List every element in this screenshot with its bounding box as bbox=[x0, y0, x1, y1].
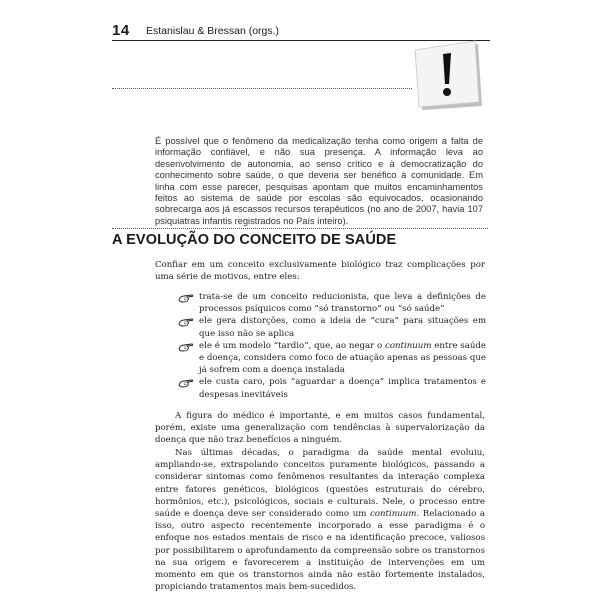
section-title: A EVOLUÇÃO DO CONCEITO DE SAÚDE bbox=[112, 232, 397, 248]
list-item bbox=[178, 376, 486, 400]
note-box-bottom-rule bbox=[112, 228, 488, 229]
list-item bbox=[178, 315, 486, 339]
bullet-text: trata-se de um conceito reducionista, que leva a definições de processos psíquicos como “só transtorno” ou “só saúde” bbox=[199, 292, 486, 315]
list-item bbox=[178, 340, 486, 377]
note-box-top-rule bbox=[112, 88, 412, 89]
pointing-hand-icon bbox=[178, 292, 194, 303]
exclamation-note-icon bbox=[412, 40, 486, 112]
running-title: Estanislau & Bressan (orgs.) bbox=[146, 25, 280, 37]
paragraph-2: Nas últimas décadas, o paradigma da saúde mental evoluiu, ampliando-se, extrapolando conceitos puramente biológicos, passando a considerar sintomas como fenômenos resultantes da interação complexa entre fatores genéticos, biológicos (questões estruturais do cérebro, hormônios, etc.), psicológicos, sociais e culturais. Nele, o processo entre saúde e doença deve ser considerado como um continuum. Relacionado a isso, outro aspecto recentemente incorporado a esse paradigma é o enfoque nos estados mentais de risco e na identificação precoce, valiosos por possibilitarem o aprofundamento da compreensão sobre os transtornos na sua origem e favorecerem a instituição de intervenções em um momento em que os transtornos ainda não estão fortemente instalados, propiciando tratamentos mais bem-sucedidos. bbox=[155, 448, 485, 593]
pointing-hand-icon bbox=[178, 341, 194, 352]
bullet-text: ele custa caro, pois “aguardar a doença” implica tratamentos e despesas inevitáveis bbox=[199, 377, 486, 400]
page-number: 14 bbox=[112, 22, 130, 39]
intro-paragraph: Confiar em um conceito exclusivamente biológico traz complicações por uma série de motivos, entre eles: bbox=[155, 260, 485, 283]
paragraph-1: A figura do médico é importante, e em muitos casos fundamental, porém, existe uma generalização com tendências à supervalorização da doença que não traz benefícios a ninguém. bbox=[155, 411, 485, 446]
emphasis-continuum: continuum bbox=[385, 340, 432, 351]
bullet-list bbox=[178, 291, 486, 401]
bullet-text: ele é um modelo “tardio”, que, ao negar o continuum entre saúde e doença, considera como foco de atuação apenas as pessoas que já sofrem com a doença instalada bbox=[199, 340, 486, 376]
emphasis-continuum: continuum bbox=[369, 509, 417, 520]
bullet-text: ele gera distorções, como a ideia de “cura” para situações em que isso não se aplica bbox=[199, 316, 486, 339]
note-box-text: É possível que o fenômeno da medicalização tenha como origem a falta de informação confiável, e não sua presença. A informação leva ao desenvolvimento de autonomia, ao senso crítico e à democratização do conhecimento sobre saúde, o que deveria ser benéfico à comunidade. Em linha com esse parecer, pesquisas apontam que muitos encaminhamentos feitos ao sistema de saúde por escolas são equivocados, ocasionando sobrecarga aos já escassos recursos terapêuticos (no ano de 2007, havia 107 psiquiatras infantis registrados no País inteiro). bbox=[155, 136, 483, 226]
pointing-hand-icon bbox=[178, 316, 194, 327]
pointing-hand-icon bbox=[178, 377, 194, 388]
list-item bbox=[178, 291, 486, 315]
